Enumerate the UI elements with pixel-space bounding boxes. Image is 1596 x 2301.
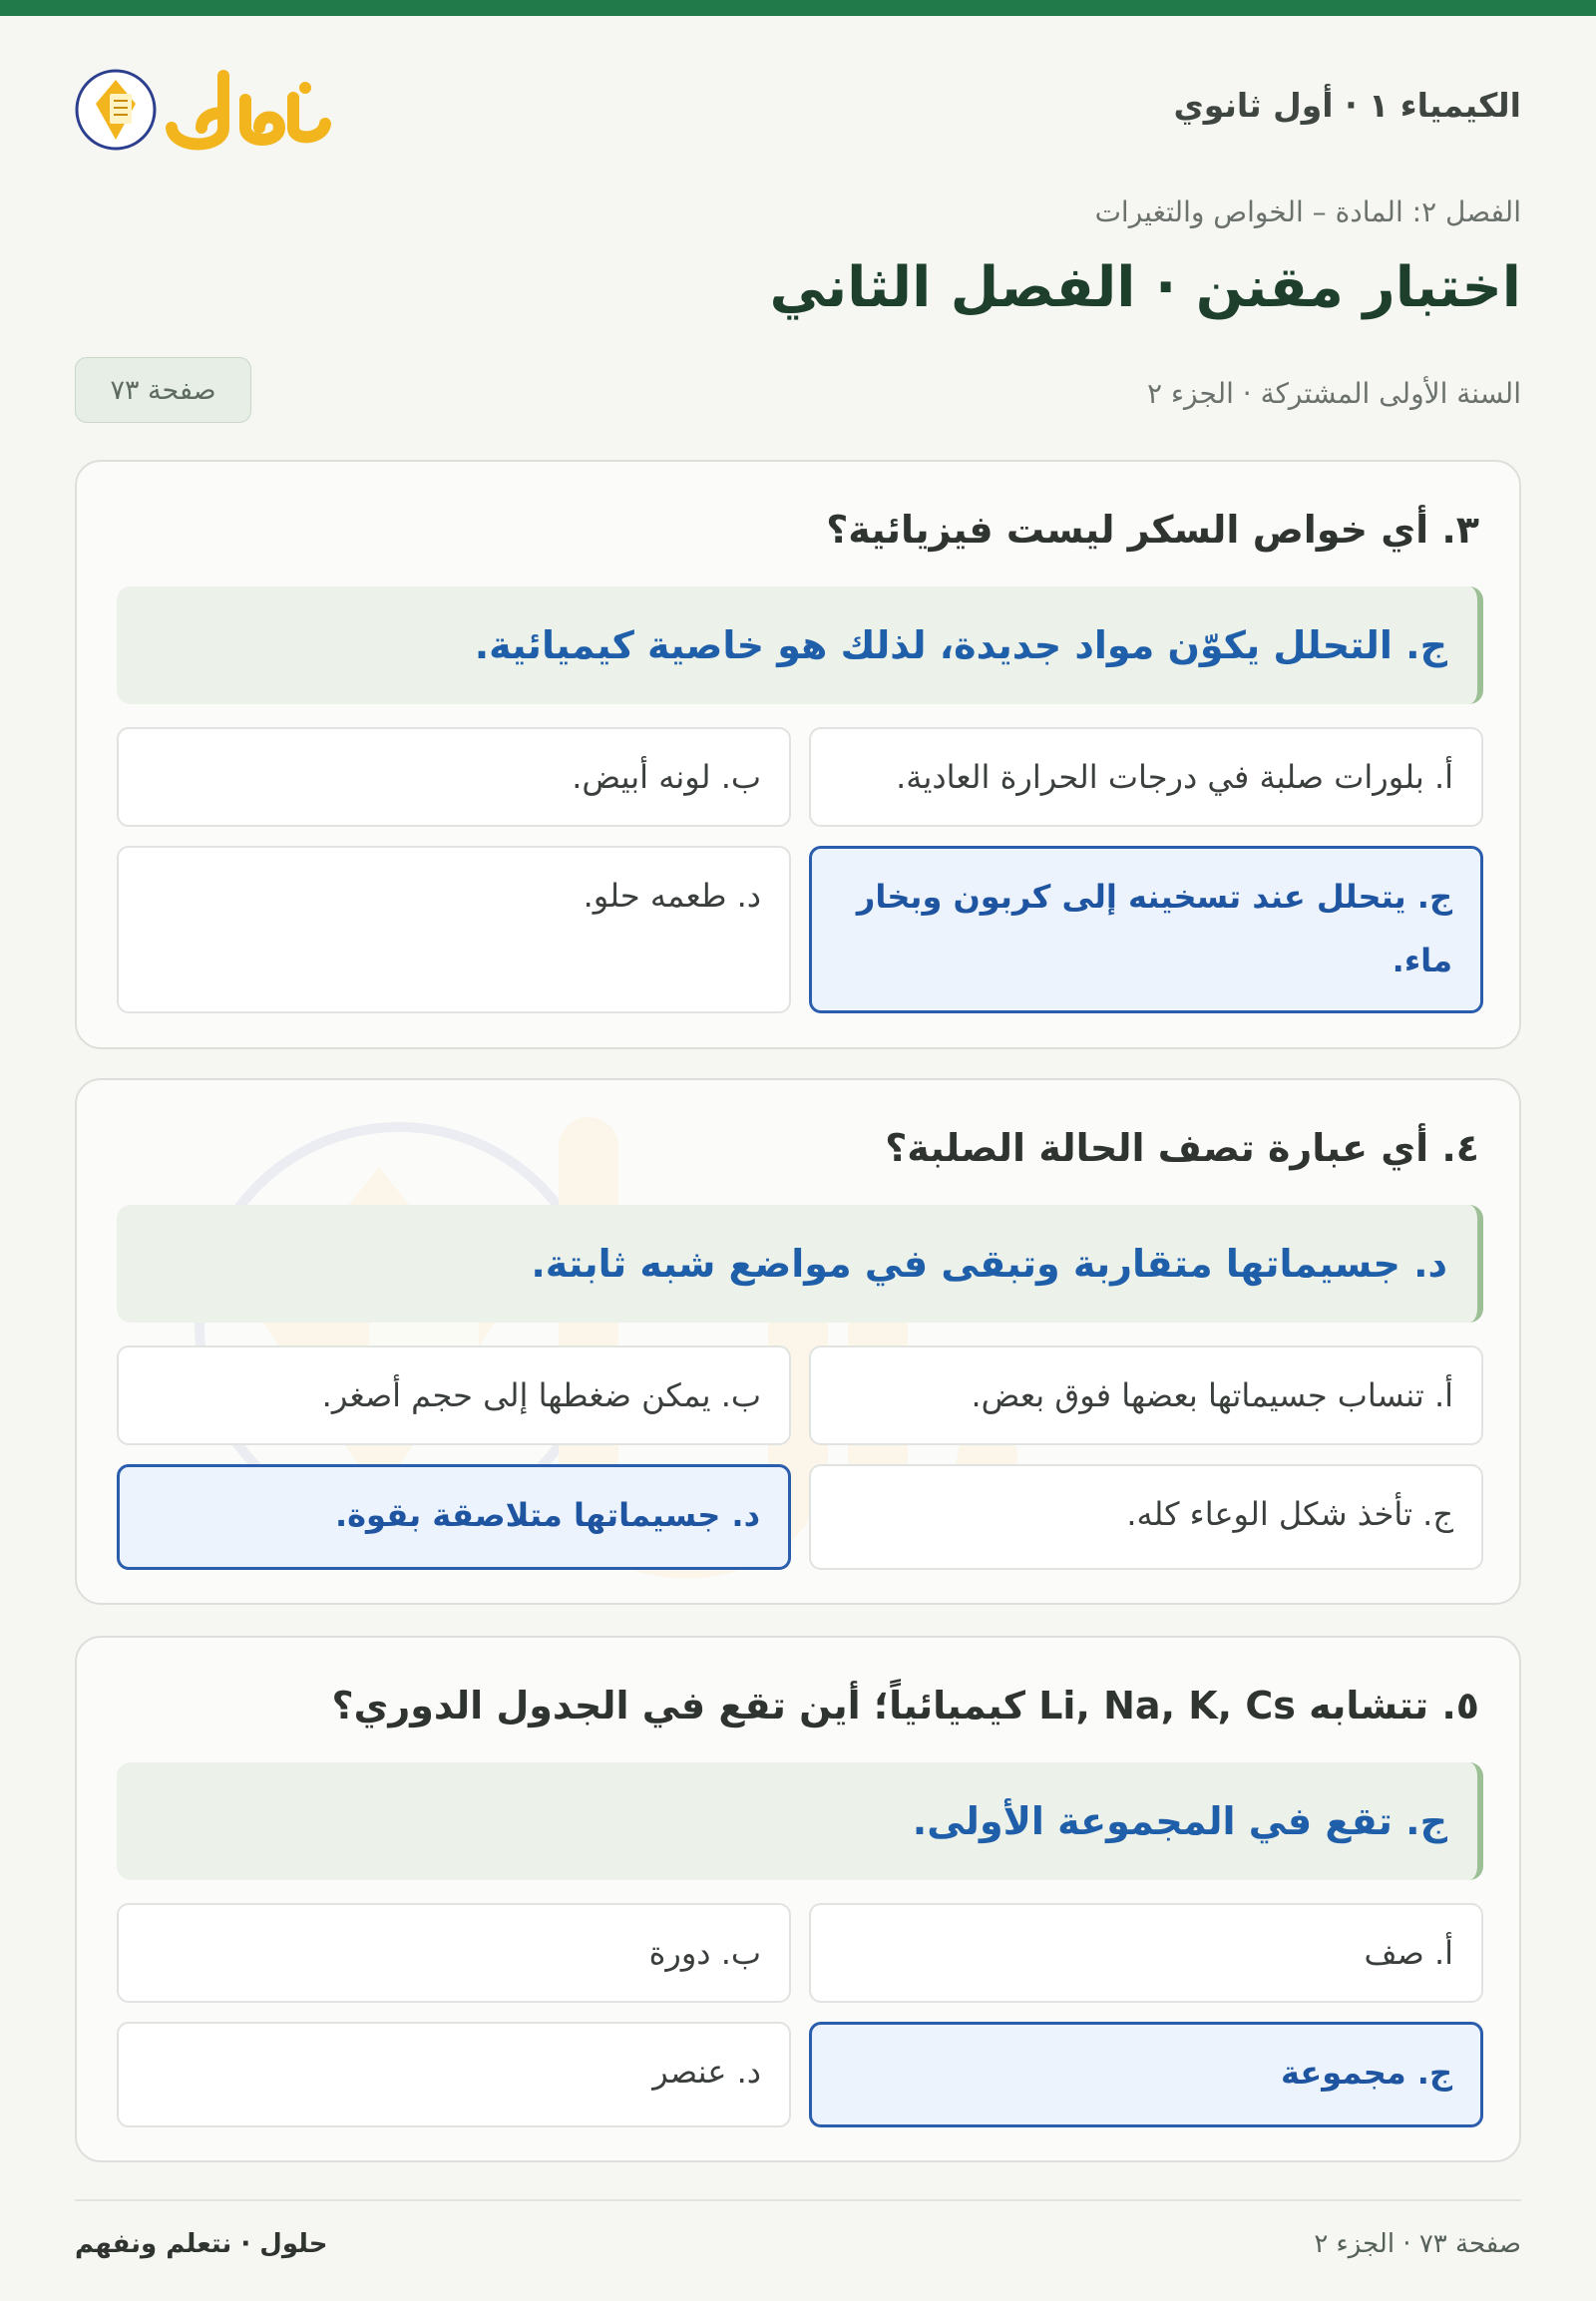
page-title: اختبار مقنن · الفصل الثاني [769, 255, 1521, 320]
question-card-3 [75, 460, 1521, 1049]
option-a[interactable]: أ. بلورات صلبة في درجات الحرارة العادية. [809, 727, 1483, 827]
page-badge: صفحة ٧٣ [75, 357, 251, 423]
option-c-selected[interactable]: ج. مجموعة [809, 2022, 1483, 2127]
halol-logo [74, 54, 333, 158]
chapter-breadcrumb: الفصل ٢: المادة – الخواص والتغيرات [1094, 195, 1521, 228]
footer-page-info: صفحة ٧٣ · الجزء ٢ [1314, 2229, 1521, 2259]
option-c-selected[interactable]: ج. يتحلل عند تسخينه إلى كربون وبخار ماء. [809, 846, 1483, 1013]
top-accent-bar [0, 0, 1596, 16]
correct-answer-box: ج. التحلل يكوّن مواد جديدة، لذلك هو خاصية كيميائية. [117, 586, 1483, 704]
subject-title: الكيمياء ١ · أول ثانوي [1173, 86, 1521, 125]
option-b[interactable]: ب. دورة [117, 1903, 791, 2003]
question-text: ٣. أي خواص السكر ليست فيزيائية؟ [826, 508, 1479, 552]
option-d[interactable]: د. عنصر [117, 2022, 791, 2127]
correct-answer-box: د. جسيماتها متقاربة وتبقى في مواضع شبه ثابتة. [117, 1205, 1483, 1323]
question-text: ٥. تتشابه Li, Na, K, Cs كيميائياً؛ أين تقع في الجدول الدوري؟ [331, 1684, 1479, 1727]
correct-answer-box: ج. تقع في المجموعة الأولى. [117, 1762, 1483, 1880]
option-b[interactable]: ب. لونه أبيض. [117, 727, 791, 827]
question-card-5 [75, 1636, 1521, 2162]
option-a[interactable]: أ. تنساب جسيماتها بعضها فوق بعض. [809, 1345, 1483, 1445]
question-card-4 [75, 1078, 1521, 1605]
question-text: ٤. أي عبارة تصف الحالة الصلبة؟ [885, 1126, 1479, 1170]
option-a[interactable]: أ. صف [809, 1903, 1483, 2003]
option-b[interactable]: ب. يمكن ضغطها إلى حجم أصغر. [117, 1345, 791, 1445]
option-d[interactable]: د. طعمه حلو. [117, 846, 791, 1013]
footer-divider [75, 2199, 1521, 2201]
option-d-selected[interactable]: د. جسيماتها متلاصقة بقوة. [117, 1464, 791, 1570]
option-c[interactable]: ج. تأخذ شكل الوعاء كله. [809, 1464, 1483, 1570]
year-subtitle: السنة الأولى المشتركة · الجزء ٢ [1146, 377, 1521, 410]
footer-brand: حلول · نتعلم ونفهم [75, 2229, 328, 2259]
